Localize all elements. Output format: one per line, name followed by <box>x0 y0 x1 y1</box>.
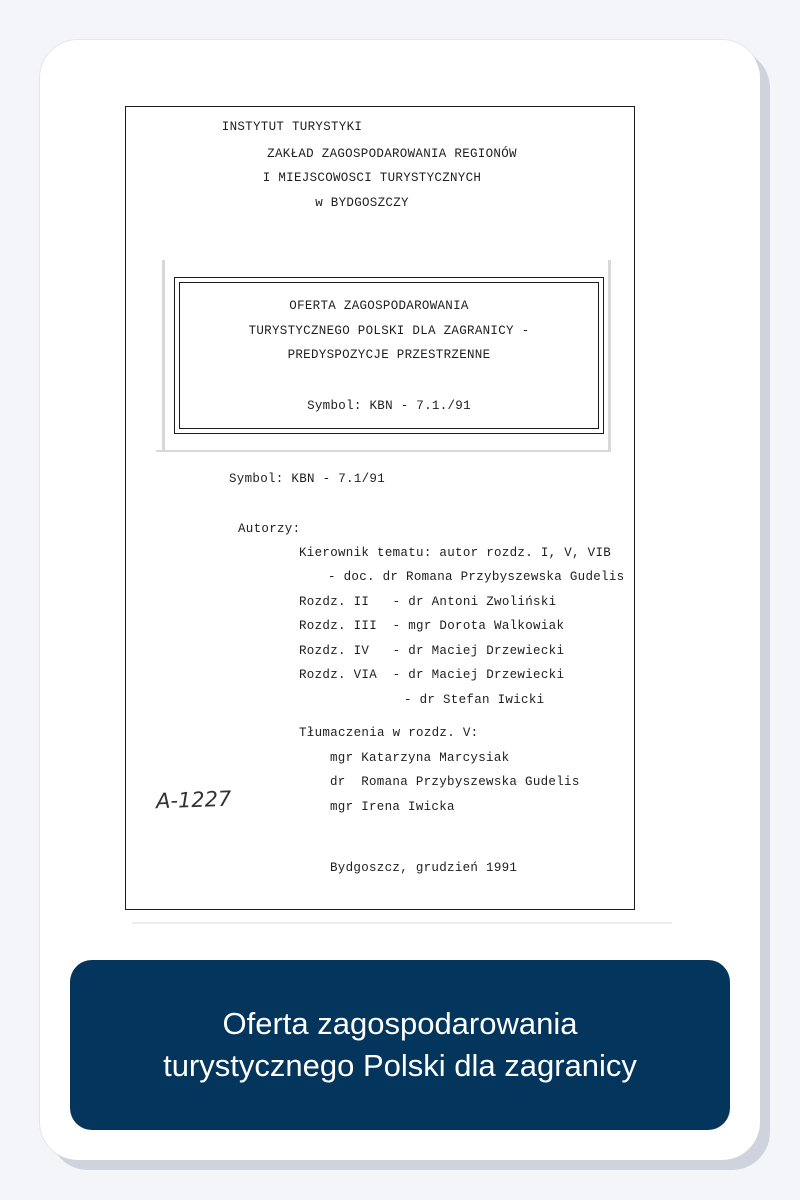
title-line-2: TURYSTYCZNEGO POLSKI DLA ZAGRANICY - <box>248 324 530 338</box>
author-line: Kierownik tematu: autor rozdz. I, V, VIB <box>299 546 612 560</box>
translator-line: mgr Katarzyna Marcysiak <box>330 751 510 765</box>
author-line: Rozdz. III - mgr Dorota Walkowiak <box>299 619 565 633</box>
author-line: Rozdz. II - dr Antoni Zwoliński <box>299 595 557 609</box>
author-line: - doc. dr Romana Przybyszewska Gudelis <box>328 570 625 584</box>
caption-line-2: turystycznego Polski dla zagranicy <box>163 1048 637 1083</box>
scan-smudge <box>156 450 611 452</box>
document-scan <box>92 70 707 930</box>
title-line-3: PREDYSPOZYCJE PRZESTRZENNE <box>287 348 491 362</box>
scan-smudge <box>608 260 611 450</box>
translator-line: dr Romana Przybyszewska Gudelis <box>330 775 580 789</box>
author-line: Rozdz. IV - dr Maciej Drzewiecki <box>299 644 565 658</box>
translations-label: Tłumaczenia w rozdz. V: <box>299 726 479 740</box>
caption-banner[interactable] <box>70 960 730 1130</box>
place-date: Bydgoszcz, grudzień 1991 <box>330 861 518 875</box>
scan-smudge <box>132 922 672 924</box>
scan-smudge <box>162 260 165 450</box>
translator-line: mgr Irena Iwicka <box>330 800 455 814</box>
header-line-1: INSTYTUT TURYSTYKI <box>221 120 363 134</box>
symbol-line: Symbol: KBN - 7.1/91 <box>229 472 386 486</box>
author-line: Rozdz. VIA - dr Maciej Drzewiecki <box>299 668 565 682</box>
title-symbol: Symbol: KBN - 7.1./91 <box>307 399 471 413</box>
title-line-1: OFERTA ZAGOSPODAROWANIA <box>289 299 469 313</box>
header-line-4: w BYDGOSZCZY <box>315 196 409 210</box>
caption-line-1: Oferta zagospodarowania <box>222 1006 578 1041</box>
header-line-3: I MIEJSCOWOSCI TURYSTYCZNYCH <box>262 171 482 185</box>
header-line-2: ZAKŁAD ZAGOSPODAROWANIA REGIONÓW <box>267 147 517 161</box>
author-line: - dr Stefan Iwicki <box>404 693 545 707</box>
archive-signature: A-1227 <box>155 786 232 814</box>
authors-label: Autorzy: <box>238 522 301 536</box>
